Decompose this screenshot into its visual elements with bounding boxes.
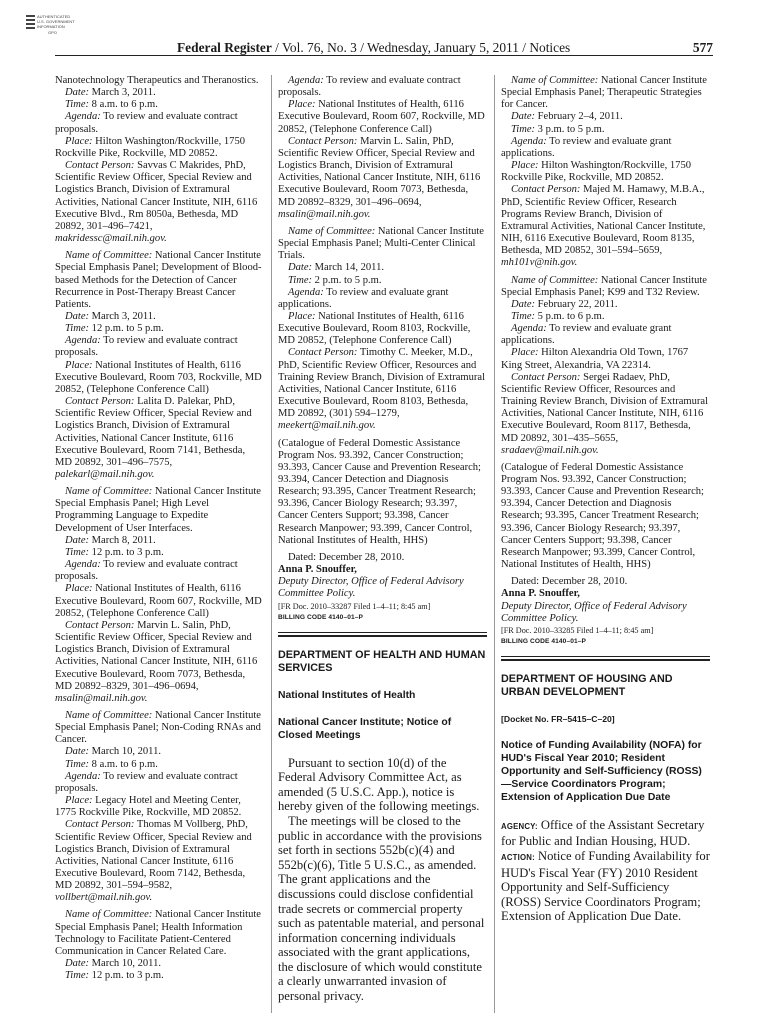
meeting-agenda: Agenda: To review and evaluate grant applications. — [501, 323, 672, 347]
section-rule-thick — [501, 659, 710, 661]
meeting-date: Date: February 2–4, 2011. — [511, 111, 623, 123]
docket-number: [Docket No. FR–5415–C–20] — [501, 713, 615, 724]
meeting-agenda: Agenda: To review and evaluate contract proposals. — [55, 335, 238, 359]
column-divider — [494, 75, 495, 1013]
section-rule — [501, 656, 710, 657]
body-paragraph: The meetings will be closed to the public in accordance with the provisions set forth in sections 552b(c)(4) and 552b(c)(6), Title 5 U.S.C., as amended. The grant applications and the discussions could disclose confidential trade secrets or commercial property such as patentable material, and personal information concerning individuals associated with the grant applications, the disclosure of which would constitute a clearly unwarranted invasion of personal privacy. — [278, 813, 485, 1004]
billing-code: BILLING CODE 4140–01–P — [501, 637, 587, 645]
meeting-agenda: Agenda: To review and evaluate grant applications. — [501, 135, 672, 159]
meeting-date: Date: March 8, 2011. — [65, 534, 156, 546]
action-line: ACTION: Notice of Funding Availability for HUD's Fiscal Year (FY) 2010 Resident Opportunity and Self-Sufficiency (ROSS) Service Coordinators Program; Extension of Application Due Date. — [501, 849, 710, 924]
email-link[interactable]: makridessc@mail.nih.gov. — [55, 233, 167, 245]
fr-doc-line: [FR Doc. 2010–33285 Filed 1–4–11; 8:45 am] — [501, 625, 654, 635]
committee-name: Name of Committee: National Cancer Institute Special Emphasis Panel; Non-Coding RNAs and Cancer. — [55, 709, 261, 746]
committee-name: Name of Committee: National Cancer Institute Special Emphasis Panel; High Level Programming Language to Expedite Development of User Interfaces. — [55, 486, 261, 534]
catalog-note: (Catalogue of Federal Domestic Assistance Program Nos. 93.392, Cancer Construction; 93.393, Cancer Cause and Prevention Research; 93.394, Cancer Detection and Diagnosis Research; 93.395, Cancer Treatment Research; 93.396, Cancer Biology Research; 93.397, Cancer Centers Support; 93.398, Cancer Research Manpower; 93.399, Cancer Control, National Institutes of Health, HHS) — [278, 437, 481, 546]
logo-stripe — [26, 27, 35, 29]
logo-stripe — [26, 23, 35, 25]
column-2 — [278, 75, 487, 1015]
logo-text: INFORMATION — [37, 24, 65, 29]
signer-name: Anna P. Snouffer, — [278, 564, 357, 576]
notice-heading: Notice of Funding Availability (NOFA) for HUD's Fiscal Year 2010; Resident Opportunity and Self-Sufficiency (ROSS)—Service Coordinators Program; Extension of Application Due Date — [501, 739, 702, 803]
meeting-date: Date: March 10, 2011. — [65, 746, 161, 758]
meeting-date: Date: February 22, 2011. — [511, 298, 618, 310]
meeting-place: Place: National Institutes of Health, 6116 Executive Boulevard, Room 8103, Rockville, MD 20852, (Telephone Conference Call) — [278, 310, 471, 347]
gpo-authenticated-logo — [26, 14, 75, 38]
committee-name: Name of Committee: National Cancer Institute Special Emphasis Panel; Multi-Center Clinical Trials. — [278, 225, 484, 262]
meeting-time: Time: 12 p.m. to 3 p.m. — [65, 546, 164, 558]
committee-name: Name of Committee: National Cancer Institute Special Emphasis Panel; K99 and T32 Review. — [501, 274, 707, 298]
fr-doc-line: [FR Doc. 2010–33287 Filed 1–4–11; 8:45 am] — [278, 601, 431, 611]
running-header — [55, 40, 713, 56]
meeting-time: Time: 3 p.m. to 5 p.m. — [511, 123, 605, 135]
meeting-date: Date: March 14, 2011. — [288, 262, 384, 274]
meeting-time: Time: 8 a.m. to 6 p.m. — [65, 99, 158, 111]
catalog-note: (Catalogue of Federal Domestic Assistance Program Nos. 93.392, Cancer Construction; 93.393, Cancer Cause and Prevention Research; 93.394, Cancer Detection and Diagnosis Research; 93.395, Cancer Treatment Research; 93.396, Cancer Biology Research; 93.397, Cancer Centers Support; 93.398, Cancer Research Manpower; 93.399, Cancer Control, National Institutes of Health, HHS) — [501, 461, 704, 571]
committee-name: Name of Committee: National Cancer Institute Special Emphasis Panel; Therapeutic Strategies for Cancer. — [501, 75, 707, 111]
contact-person: Contact Person: Sergei Radaev, PhD, Scientific Review Officer, Resources and Training Review Branch, Division of Extramural Activities, National Cancer Institute, NIH, 6116 Executive Boulevard, Room 8117, Bethesda, MD 20892, 301–435–5655, sradaev@mail.nih.gov. — [501, 371, 708, 456]
meeting-agenda: Agenda: To review and evaluate contract proposals. — [55, 111, 238, 135]
department-heading: DEPARTMENT OF HOUSING AND URBAN DEVELOPMENT — [501, 672, 673, 698]
section-rule-thick — [278, 635, 487, 637]
signer-title: Deputy Director, Office of Federal Advisory Committee Policy. — [278, 576, 464, 600]
email-link[interactable]: vollbert@mail.nih.gov. — [55, 892, 153, 904]
logo-text: AUTHENTICATED — [37, 14, 71, 19]
meeting-date: Date: March 3, 2011. — [65, 310, 156, 322]
committee-name: Name of Committee: National Cancer Institute Special Emphasis Panel; Health Information Technology to Facilitate Patient-Centered Communication in Cancer Related Care. — [55, 909, 261, 957]
billing-code: BILLING CODE 4140–01–P — [278, 613, 364, 621]
email-link[interactable]: msalin@mail.nih.gov. — [55, 692, 148, 704]
contact-person: Contact Person: Marvin L. Salin, PhD, Scientific Review Officer, Special Review and Logistics Branch, Division of Extramural Activities, National Cancer Institute, NIH, 6116 Executive Boulevard, Room 7073, Bethesda, MD 20892–8329, 301–496–0694, msalin@mail.nih.gov. — [278, 135, 481, 220]
contact-person: Contact Person: Majed M. Hamawy, M.B.A., PhD, Scientific Review Officer, Research Programs Review Branch, Division of Extramural Activities, National Cancer Institute, NIH, 6116 Executive Boulevard, Room 8135, Bethesda, MD 20852, 301–594–5659, mh101v@nih.gov. — [501, 184, 706, 269]
email-link[interactable]: palekarl@mail.nih.gov. — [55, 469, 155, 480]
dated-line: Dated: December 28, 2010. — [511, 576, 628, 588]
contact-person: Contact Person: Timothy C. Meeker, M.D., PhD, Scientific Review Officer, Resources and Training Review Branch, Division of Extramural Activities, National Cancer Institute, 6116 Executive Boulevard, Room 8103, Bethesda, MD 20892, (301) 594–1279, meekert@mail.nih.gov. — [278, 347, 485, 432]
column-1 — [55, 75, 264, 1015]
email-link[interactable]: meekert@mail.nih.gov. — [278, 420, 376, 432]
meeting-place: Place: National Institutes of Health, 6116 Executive Boulevard, Room 703, Rockville, MD 20852, (Telephone Conference Call) — [55, 359, 262, 395]
meeting-place: Place: National Institutes of Health, 6116 Executive Boulevard, Room 607, Rockville, MD 20852, (Telephone Conference Call) — [278, 99, 485, 135]
meeting-place: Place: National Institutes of Health, 6116 Executive Boulevard, Room 607, Rockville, MD 20852, (Telephone Conference Call) — [55, 583, 262, 619]
meeting-agenda: Agenda: To review and evaluate grant applications. — [278, 286, 449, 310]
section-rule — [278, 632, 487, 633]
meeting-time: Time: 8 a.m. to 6 p.m. — [65, 758, 158, 770]
signer-name: Anna P. Snouffer, — [501, 588, 580, 600]
meeting-place: Place: Legacy Hotel and Meeting Center, 1775 Rockville Pike, Rockville, MD 20852. — [55, 795, 242, 819]
department-heading: DEPARTMENT OF HEALTH AND HUMAN SERVICES — [278, 648, 486, 674]
agency-heading: National Institutes of Health — [278, 689, 416, 701]
logo-stripe — [26, 19, 35, 21]
logo-stripe — [26, 15, 35, 17]
meeting-date: Date: March 3, 2011. — [65, 87, 156, 99]
logo-text: GPO — [48, 30, 57, 35]
page-number: 577 — [692, 40, 713, 55]
meeting-agenda: Agenda: To review and evaluate contract proposals. — [55, 559, 238, 583]
meeting-place: Place: Hilton Washington/Rockville, 1750 Rockville Pike, Rockville, MD 20852. — [501, 160, 691, 184]
paragraph: Nanotechnology Therapeutics and Theranostics. — [55, 75, 259, 86]
meeting-place: Place: Hilton Washington/Rockville, 1750 Rockville Pike, Rockville, MD 20852. — [55, 135, 245, 159]
email-link[interactable]: msalin@mail.nih.gov. — [278, 208, 371, 220]
notice-heading: National Cancer Institute; Notice of Closed Meetings — [278, 716, 452, 741]
meeting-time: Time: 5 p.m. to 6 p.m. — [511, 310, 605, 322]
contact-person: Contact Person: Lalita D. Palekar, PhD, Scientific Review Officer, Special Review and Logistics Branch, Division of Extramural Activities, National Cancer Institute, 6116 Executive Boulevard, Room 7141, Bethesda, MD 20892, 301–496–7575, palekarl@mail.nih.gov. — [55, 396, 252, 480]
column-divider — [271, 75, 272, 1013]
agency-line: AGENCY: Office of the Assistant Secretary for Public and Indian Housing, HUD. — [501, 817, 705, 849]
masthead — [177, 40, 570, 56]
contact-person: Contact Person: Savvas C Makrides, PhD, Scientific Review Officer, Special Review and Logistics Branch, Division of Extramural Activities, National Cancer Institute, NIH, 6116 Executive Blvd., Rm 8050a, Bethesda, MD 20892, 301–496–7421, makridessc@mail.nih.gov. — [55, 160, 258, 245]
email-link[interactable]: sradaev@mail.nih.gov. — [501, 444, 599, 456]
column-3 — [501, 75, 710, 1015]
meeting-time: Time: 12 p.m. to 5 p.m. — [65, 323, 164, 335]
meeting-agenda: Agenda: To review and evaluate contract proposals. — [278, 75, 461, 99]
issue-info: / Vol. 76, No. 3 / Wednesday, January 5, 2011 / Notices — [271, 40, 571, 55]
meeting-time: Time: 12 p.m. to 3 p.m. — [65, 970, 164, 982]
meeting-time: Time: 2 p.m. to 5 p.m. — [288, 274, 382, 286]
journal-name: Federal Register — [177, 40, 272, 55]
meeting-place: Place: Hilton Alexandria Old Town, 1767 King Street, Alexandria, VA 22314. — [501, 347, 689, 371]
email-link[interactable]: mh101v@nih.gov. — [501, 257, 578, 269]
contact-person: Contact Person: Marvin L. Salin, PhD, Scientific Review Officer, Special Review and Logistics Branch, Division of Extramural Activities, National Cancer Institute, NIH, 6116 Executive Boulevard, Room 7073, Bethesda, MD 20892–8329, 301–496–0694, msalin@mail.nih.gov. — [55, 619, 258, 704]
body-paragraph: Pursuant to section 10(d) of the Federal Advisory Committee Act, as amended (5 U.S.C. App.), notice is hereby given of the following meetings. — [278, 755, 480, 814]
meeting-date: Date: March 10, 2011. — [65, 958, 161, 970]
signer-title: Deputy Director, Office of Federal Advisory Committee Policy. — [501, 600, 687, 624]
logo-text: U.S. GOVERNMENT — [37, 19, 75, 24]
contact-person: Contact Person: Thomas M Vollberg, PhD, Scientific Review Officer, Special Review and Logistics Branch, Division of Extramural Activities, National Cancer Institute, 6116 Executive Boulevard, Room 7142, Bethesda, MD 20892, 301–594–9582, vollbert@mail.nih.gov. — [55, 819, 252, 904]
committee-name: Name of Committee: National Cancer Institute Special Emphasis Panel; Development of Blood-based Methods for the Detection of Cancer Recurrence in Post-Therapy Breast Cancer Patients. — [55, 250, 262, 310]
dated-line: Dated: December 28, 2010. — [288, 551, 405, 563]
meeting-agenda: Agenda: To review and evaluate contract proposals. — [55, 770, 238, 794]
